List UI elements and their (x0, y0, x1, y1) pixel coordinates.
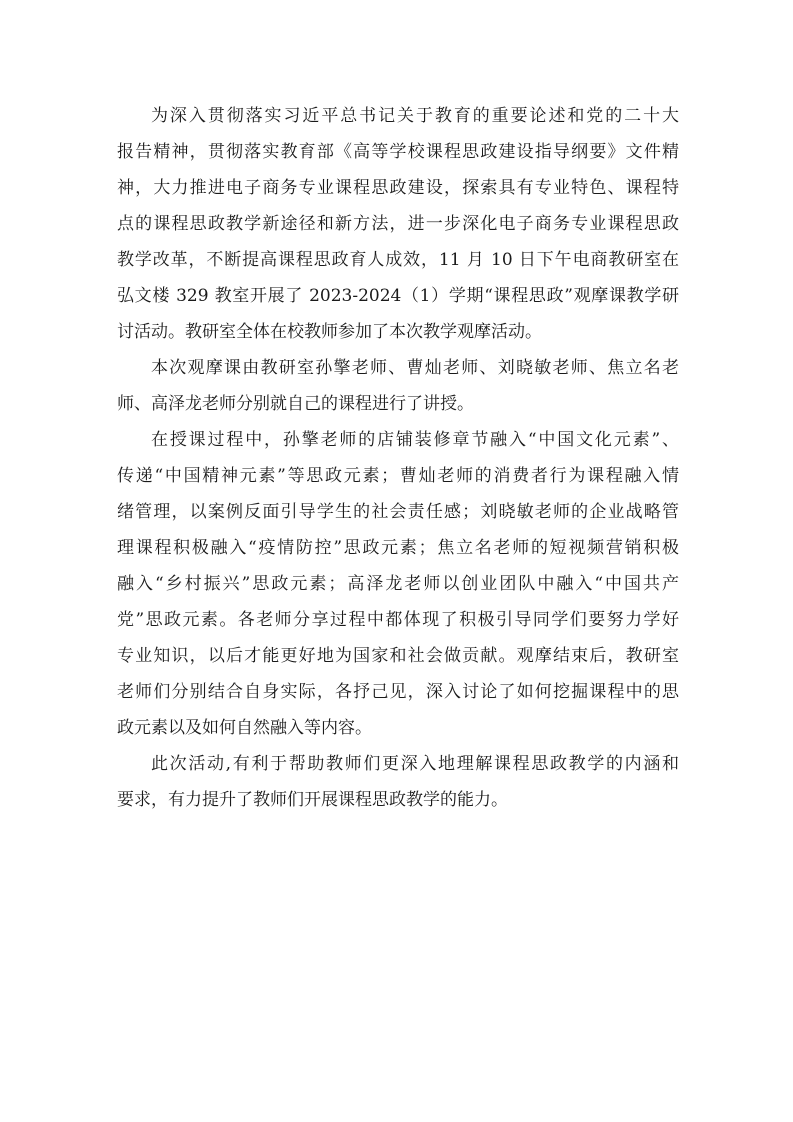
text-line: 老师们分别结合自身实际，各抒己见，深入讨论了如何挖掘课程中的思 (117, 682, 679, 702)
text-line: 教学改革，不断提高课程思政育人成效，11 月 10 日下午电商教研室在 (117, 250, 679, 270)
text-line: 理课程积极融入“疫情防控”思政元素；焦立名老师的短视频营销积极 (117, 538, 679, 558)
text-line: 绪管理，以案例反面引导学生的社会责任感；刘晓敏老师的企业战略管 (117, 502, 679, 522)
paragraph-teachers (117, 350, 679, 422)
text-line: 本次观摩课由教研室孙擎老师、曹灿老师、刘晓敏老师、焦立名老 (151, 358, 679, 378)
text-line: 师、高泽龙老师分别就自己的课程进行了讲授。 (117, 394, 474, 414)
text-line: 点的课程思政教学新途径和新方法，进一步深化电子商务专业课程思政 (117, 214, 679, 234)
text-line: 讨活动。教研室全体在校教师参加了本次教学观摩活动。 (117, 322, 542, 342)
text-line: 弘文楼 329 教室开展了 2023-2024（1）学期“课程思政”观摩课教学研 (117, 286, 679, 306)
text-line: 此次活动,有利于帮助教师们更深入地理解课程思政教学的内涵和 (151, 754, 679, 774)
text-line: 要求，有力提升了教师们开展课程思政教学的能力。 (117, 790, 508, 810)
text-line: 神，大力推进电子商务专业课程思政建设，探索具有专业特色、课程特 (117, 178, 679, 198)
paragraph-process (117, 422, 679, 746)
text-line: 融入“乡村振兴”思政元素；高泽龙老师以创业团队中融入“中国共产 (117, 574, 679, 594)
text-line: 传递“中国精神元素”等思政元素；曹灿老师的消费者行为课程融入情 (117, 466, 679, 486)
paragraph-conclusion (117, 746, 679, 818)
text-line: 为深入贯彻落实习近平总书记关于教育的重要论述和党的二十大 (151, 106, 679, 126)
text-line: 在授课过程中，孙擎老师的店铺装修章节融入“中国文化元素”、 (151, 430, 679, 450)
paragraph-intro (117, 98, 679, 350)
text-line: 报告精神，贯彻落实教育部《高等学校课程思政建设指导纲要》文件精 (117, 142, 679, 162)
text-line: 党”思政元素。各老师分享过程中都体现了积极引导同学们要努力学好 (117, 610, 679, 630)
text-line: 政元素以及如何自然融入等内容。 (117, 718, 372, 738)
document-body (117, 98, 679, 818)
text-line: 专业知识，以后才能更好地为国家和社会做贡献。观摩结束后，教研室 (117, 646, 679, 666)
